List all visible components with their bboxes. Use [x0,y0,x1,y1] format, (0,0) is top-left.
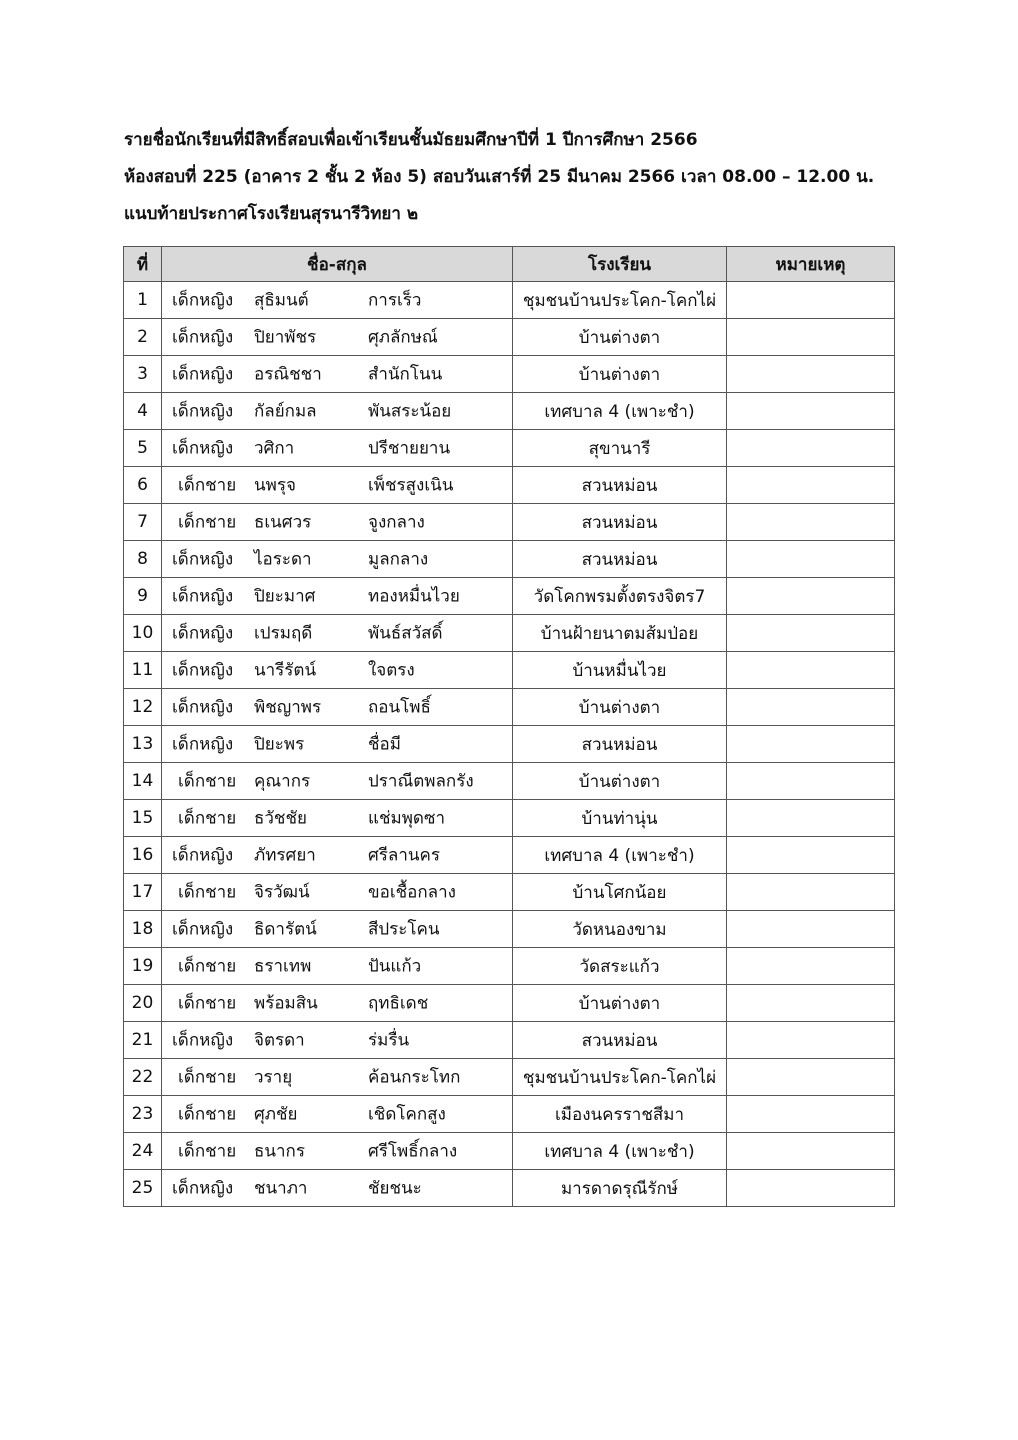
note-cell [727,948,895,985]
row-number: 21 [124,1022,162,1059]
student-name [162,948,513,985]
last-name: พันสระน้อย [368,401,452,422]
name-prefix: เด็กชาย [178,882,237,903]
first-name: ปิยะพร [254,734,305,755]
student-name [162,1059,513,1096]
table-row [124,837,895,874]
school-name: เทศบาล 4 (เพาะชำ) [513,837,727,874]
table-row [124,319,895,356]
first-name: นารีรัตน์ [254,660,317,681]
student-name [162,356,513,393]
school-name: บ้านท่านุ่น [513,800,727,837]
note-cell [727,615,895,652]
school-name: ชุมชนบ้านประโคก-โคกไผ่ [513,282,727,319]
name-prefix: เด็กหญิง [172,1178,234,1199]
first-name: ชนาภา [254,1178,308,1199]
row-number: 7 [124,504,162,541]
note-cell [727,726,895,763]
table-row [124,948,895,985]
table-row [124,652,895,689]
note-cell [727,467,895,504]
name-prefix: เด็กหญิง [172,919,234,940]
row-number: 16 [124,837,162,874]
row-number: 13 [124,726,162,763]
first-name: จิรวัฒน์ [254,882,310,903]
note-cell [727,911,895,948]
student-name [162,800,513,837]
last-name: สีประโคน [368,919,440,940]
first-name: เปรมฤดี [254,623,313,644]
row-number: 20 [124,985,162,1022]
name-prefix: เด็กหญิง [172,660,234,681]
school-name: บ้านต่างตา [513,356,727,393]
table-row [124,985,895,1022]
last-name: สำนักโนน [368,364,443,385]
row-number: 1 [124,282,162,319]
note-cell [727,504,895,541]
row-number: 10 [124,615,162,652]
note-cell [727,1059,895,1096]
student-name [162,319,513,356]
name-prefix: เด็กหญิง [172,586,234,607]
last-name: จูงกลาง [368,512,425,533]
first-name: พร้อมสิน [254,993,318,1014]
header-school: โรงเรียน [513,247,727,282]
student-name [162,874,513,911]
last-name: ศรีโพธิ์กลาง [368,1141,458,1162]
first-name: วศิกา [254,438,295,459]
school-name: วัดหนองขาม [513,911,727,948]
school-name: บ้านต่างตา [513,319,727,356]
row-number: 15 [124,800,162,837]
school-name: บ้านต่างตา [513,689,727,726]
name-prefix: เด็กชาย [178,1104,237,1125]
first-name: อรณิชชา [254,364,322,385]
last-name: ขอเชื้อกลาง [368,882,456,903]
first-name: ธิดารัตน์ [254,919,317,940]
name-prefix: เด็กชาย [178,808,237,829]
table-row [124,1022,895,1059]
school-name: สวนหม่อน [513,467,727,504]
table-row [124,726,895,763]
name-prefix: เด็กชาย [178,771,237,792]
table-row [124,1096,895,1133]
last-name: ทองหมื่นไวย [368,586,460,607]
last-name: แช่มพุดซา [368,808,446,829]
last-name: ชัยชนะ [368,1178,422,1199]
table-row [124,689,895,726]
student-name [162,1170,513,1207]
table-row [124,541,895,578]
first-name: ธราเทพ [254,956,312,977]
student-name [162,541,513,578]
name-prefix: เด็กชาย [178,1067,237,1088]
student-name [162,1096,513,1133]
last-name: การเร็ว [368,290,422,311]
name-prefix: เด็กหญิง [172,290,234,311]
note-cell [727,541,895,578]
table-row [124,430,895,467]
school-name: สุขานารี [513,430,727,467]
name-prefix: เด็กชาย [178,956,237,977]
name-prefix: เด็กชาย [178,993,237,1014]
name-prefix: เด็กหญิง [172,697,234,718]
student-name [162,615,513,652]
table-row [124,356,895,393]
school-name: เมืองนครราชสีมา [513,1096,727,1133]
school-name: สวนหม่อน [513,541,727,578]
first-name: สุธิมนต์ [254,290,309,311]
name-prefix: เด็กหญิง [172,845,234,866]
student-name [162,652,513,689]
student-name [162,578,513,615]
last-name: ศรีลานคร [368,845,441,866]
heading-line-3: แนบท้ายประกาศโรงเรียนสุรนารีวิทยา ๒ [124,204,419,224]
name-prefix: เด็กหญิง [172,327,234,348]
first-name: ภัทรศยา [254,845,316,866]
row-number: 17 [124,874,162,911]
row-number: 6 [124,467,162,504]
name-prefix: เด็กหญิง [172,623,234,644]
last-name: ปราณีตพลกรัง [368,771,474,792]
heading-line-2: ห้องสอบที่ 225 (อาคาร 2 ชั้น 2 ห้อง 5) สอบวันเสาร์ที่ 25 มีนาคม 2566 เวลา 08.00 – 12.00 น. [124,167,875,187]
last-name: พันธ์สวัสดิ์ [368,623,443,644]
school-name: บ้านต่างตา [513,763,727,800]
student-name [162,504,513,541]
note-cell [727,1022,895,1059]
note-cell [727,800,895,837]
table-row [124,763,895,800]
first-name: คุณากร [254,771,311,792]
row-number: 22 [124,1059,162,1096]
first-name: ไอระดา [254,549,312,570]
row-number: 5 [124,430,162,467]
first-name: ปิยะมาศ [254,586,316,607]
note-cell [727,393,895,430]
note-cell [727,319,895,356]
document-heading [124,122,984,233]
note-cell [727,282,895,319]
header-name: ชื่อ-สกุล [162,247,513,282]
row-number: 25 [124,1170,162,1207]
last-name: ถอนโพธิ์ [368,697,431,718]
last-name: ปันแก้ว [368,956,422,977]
row-number: 3 [124,356,162,393]
name-prefix: เด็กหญิง [172,401,234,422]
table-row [124,874,895,911]
school-name: วัดโคกพรมตั้งตรงจิตร7 [513,578,727,615]
table-row [124,800,895,837]
last-name: ค้อนกระโทก [368,1067,461,1088]
student-name [162,911,513,948]
student-name [162,467,513,504]
row-number: 24 [124,1133,162,1170]
note-cell [727,652,895,689]
table-row [124,615,895,652]
first-name: ธนากร [254,1141,305,1162]
note-cell [727,689,895,726]
first-name: พิชญาพร [254,697,322,718]
school-name: ชุมชนบ้านประโคก-โคกไผ่ [513,1059,727,1096]
student-table [123,246,895,1207]
table-header-row [124,247,895,282]
note-cell [727,578,895,615]
student-name [162,763,513,800]
row-number: 14 [124,763,162,800]
header-no: ที่ [124,247,162,282]
row-number: 23 [124,1096,162,1133]
school-name: สวนหม่อน [513,726,727,763]
school-name: บ้านหมื่นไวย [513,652,727,689]
name-prefix: เด็กหญิง [172,549,234,570]
last-name: เชิดโคกสูง [368,1104,446,1125]
school-name: สวนหม่อน [513,504,727,541]
table-body [124,282,895,1207]
table-row [124,578,895,615]
student-name [162,837,513,874]
school-name: วัดสระแก้ว [513,948,727,985]
last-name: มูลกลาง [368,549,429,570]
name-prefix: เด็กหญิง [172,438,234,459]
student-name [162,1022,513,1059]
row-number: 9 [124,578,162,615]
last-name: ชื่อมี [368,734,401,755]
last-name: ฤทธิเดช [368,993,429,1014]
table-row [124,393,895,430]
table-row [124,1133,895,1170]
table-row [124,282,895,319]
last-name: ศุภลักษณ์ [368,327,438,348]
table-row [124,1059,895,1096]
school-name: สวนหม่อน [513,1022,727,1059]
student-name [162,689,513,726]
student-name [162,726,513,763]
row-number: 8 [124,541,162,578]
school-name: เทศบาล 4 (เพาะชำ) [513,393,727,430]
name-prefix: เด็กชาย [178,475,237,496]
first-name: จิตรดา [254,1030,305,1051]
name-prefix: เด็กหญิง [172,1030,234,1051]
student-name [162,430,513,467]
table-row [124,467,895,504]
header-note: หมายเหตุ [727,247,895,282]
name-prefix: เด็กหญิง [172,734,234,755]
note-cell [727,985,895,1022]
first-name: ปิยาพัชร [254,327,317,348]
table-row [124,504,895,541]
row-number: 4 [124,393,162,430]
row-number: 18 [124,911,162,948]
student-name [162,282,513,319]
note-cell [727,763,895,800]
school-name: เทศบาล 4 (เพาะชำ) [513,1133,727,1170]
note-cell [727,874,895,911]
note-cell [727,1170,895,1207]
school-name: บ้านต่างตา [513,985,727,1022]
name-prefix: เด็กหญิง [172,364,234,385]
school-name: มารดาดรุณีรักษ์ [513,1170,727,1207]
first-name: นพรุจ [254,475,296,496]
name-prefix: เด็กชาย [178,512,237,533]
row-number: 2 [124,319,162,356]
first-name: ศุภชัย [254,1104,298,1125]
note-cell [727,1096,895,1133]
last-name: ปรีชายยาน [368,438,451,459]
last-name: เพ็ชรสูงเนิน [368,475,454,496]
name-prefix: เด็กชาย [178,1141,237,1162]
row-number: 12 [124,689,162,726]
student-name [162,393,513,430]
note-cell [727,430,895,467]
school-name: บ้านฝ้ายนาตมส้มป่อย [513,615,727,652]
table-row [124,1170,895,1207]
last-name: ร่มรื่น [368,1030,410,1051]
row-number: 11 [124,652,162,689]
row-number: 19 [124,948,162,985]
heading-line-1: รายชื่อนักเรียนที่มีสิทธิ์สอบเพื่อเข้าเรียนชั้นมัธยมศึกษาปีที่ 1 ปีการศึกษา 2566 [124,130,698,150]
note-cell [727,356,895,393]
student-name [162,985,513,1022]
student-name [162,1133,513,1170]
first-name: ธเนศวร [254,512,312,533]
note-cell [727,837,895,874]
table-row [124,911,895,948]
first-name: ธวัชชัย [254,808,307,829]
first-name: กัลย์กมล [254,401,317,422]
last-name: ใจตรง [368,660,415,681]
first-name: วรายุ [254,1067,293,1088]
note-cell [727,1133,895,1170]
school-name: บ้านโศกน้อย [513,874,727,911]
